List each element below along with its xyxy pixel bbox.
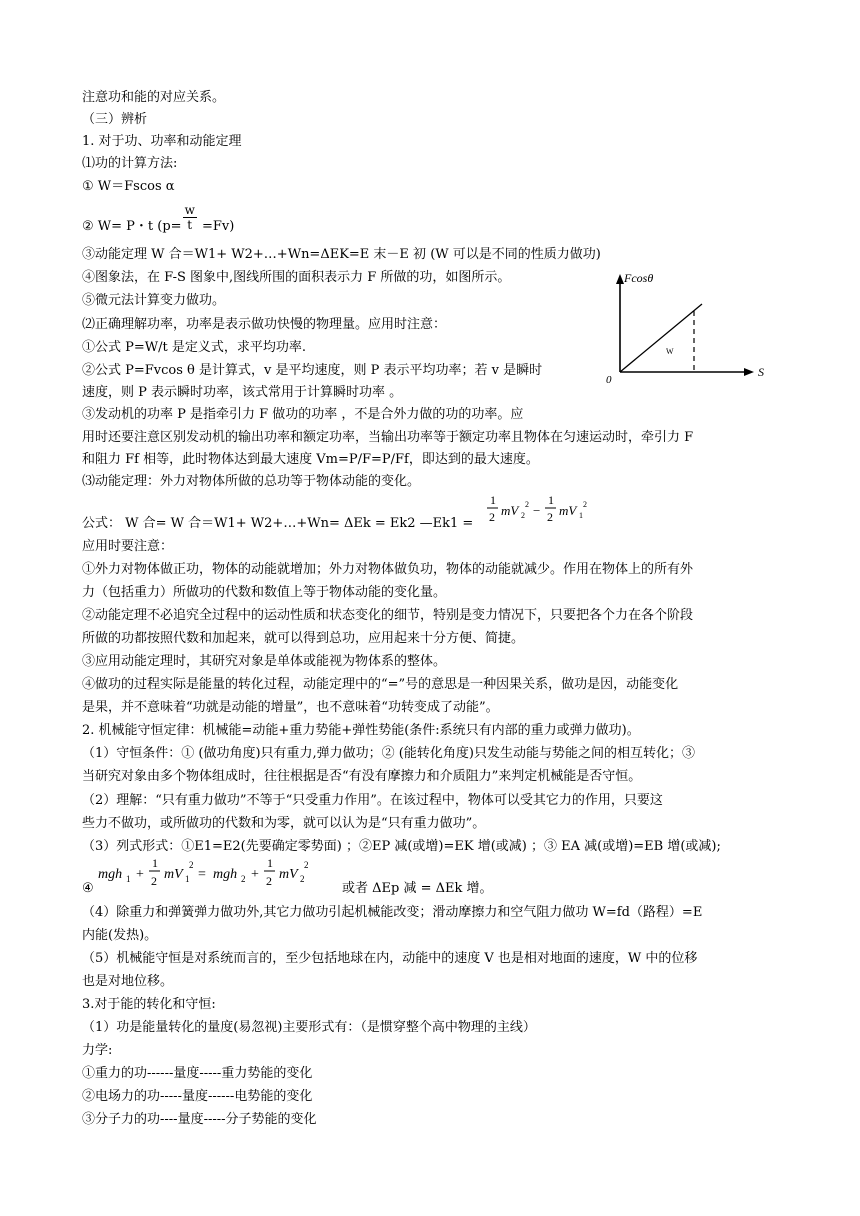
text-line: ①外力对物体做正功，物体的动能就增加；外力对物体做负功，物体的动能就减少。作用在物体上的所有外 bbox=[82, 562, 694, 577]
text-line: （1）功是能量转化的量度(易忽视)主要形式有：（是惯穿整个高中物理的主线） bbox=[82, 1020, 536, 1035]
text-line: （5）机械能守恒是对系统而言的，至少包括地球在内，动能中的速度 V 也是相对地面的速度，W 中的位移 bbox=[82, 951, 698, 966]
text-line: 力（包括重力）所做功的代数和数值上等于物体动能的变化量。 bbox=[82, 585, 447, 600]
svg-text:2: 2 bbox=[189, 860, 194, 870]
text-line: 所做的功都按照代数和加起来，就可以得到总功，应用起来十分方便、简捷。 bbox=[82, 631, 525, 646]
text-line: 或者 ΔEp 减 = ΔEk 增。 bbox=[342, 881, 493, 896]
svg-text:2: 2 bbox=[525, 500, 529, 509]
graph-line bbox=[620, 304, 702, 372]
svg-text:2: 2 bbox=[547, 510, 553, 524]
svg-text:2: 2 bbox=[583, 500, 587, 509]
text-line: 是果，并不意味着“功就是动能的增量”，也不意味着“功转变成了动能”。 bbox=[82, 700, 499, 715]
text-line: ⑴功的计算方法: bbox=[82, 156, 178, 171]
formula-text: 公式： W 合= W 合＝W1+ W2+…+Wn= ΔEk = Ek2 —Ek1 = bbox=[82, 516, 474, 531]
svg-text:1: 1 bbox=[267, 856, 273, 870]
formula-text: ② W= P・t (p= bbox=[82, 219, 182, 234]
kinetic-energy-formula bbox=[484, 490, 604, 534]
x-axis-arrow bbox=[744, 368, 754, 376]
text-line: （1）守恒条件：① (做功角度)只有重力,弹力做功；② (能转化角度)只发生动能与势能之间的相互转化；③ bbox=[82, 746, 695, 761]
text-line: 些力不做功，或所做功的代数和为零，就可以认为是“只有重力做功”。 bbox=[82, 816, 486, 831]
svg-text:2: 2 bbox=[151, 874, 157, 888]
area-label: W bbox=[666, 347, 674, 356]
svg-text:2: 2 bbox=[489, 510, 495, 524]
svg-text:1: 1 bbox=[152, 856, 158, 870]
subsection-heading: 2. 机械能守恒定律：机械能=动能+重力势能+弹性势能(条件:系统只有内部的重力或弹力做功)。 bbox=[82, 723, 640, 738]
text-line: 和阻力 Ff 相等，此时物体达到最大速度 Vm=P/F=P/Ff，即达到的最大速度。 bbox=[82, 452, 539, 467]
origin-label: 0 bbox=[606, 374, 612, 386]
text-line: ③发动机的功率 P 是指牵引力 F 做功的功率 ，不是合外力做的功的功率。应 bbox=[82, 407, 524, 422]
x-axis-label: S bbox=[758, 365, 764, 379]
svg-text:1: 1 bbox=[126, 874, 131, 884]
text-line: 应用时要注意： bbox=[82, 539, 174, 554]
svg-text:+: + bbox=[251, 867, 259, 882]
formula-text: =Fv) bbox=[197, 219, 235, 234]
list-item: ③分子力的功----量度-----分子势能的变化 bbox=[82, 1112, 317, 1127]
svg-text:+: + bbox=[136, 867, 144, 882]
formula-line: ① W＝Fscos α bbox=[82, 179, 175, 194]
text-line: （3）列式形式：①E1=E2(先要确定零势面) ；②EP 减(或增)=EK 增(或减) ；③ EA 减(或增)=EB 增(或减); bbox=[82, 839, 721, 854]
svg-text:1: 1 bbox=[548, 493, 554, 507]
text-line: 速度，则 P 表示瞬时功率，该式常用于计算瞬时功率 。 bbox=[82, 385, 403, 400]
y-axis-arrow bbox=[616, 274, 624, 284]
svg-text:2: 2 bbox=[304, 860, 309, 870]
text-line: ①公式 P=W/t 是定义式，求平均功率. bbox=[82, 340, 307, 355]
subsection-heading: 3.对于能的转化和守恒: bbox=[82, 997, 216, 1012]
equation-number: ④ bbox=[82, 881, 94, 896]
text-line: ④图象法，在 F-S 图象中,图线所围的面积表示力 F 所做的功，如图所示。 bbox=[82, 270, 511, 285]
text-line: ②动能定理不必追究全过程中的运动性质和状态变化的细节，特别是变力情况下，只要把各个力在各个阶段 bbox=[82, 608, 694, 623]
text-line: （2）理解：“只有重力做功”不等于“只受重力作用”。在该过程中，物体可以受其它力的作用，只要这 bbox=[82, 793, 663, 808]
section-heading: （三）辨析 bbox=[82, 112, 148, 127]
subsection-heading: 1. 对于功、功率和动能定理 bbox=[82, 134, 242, 149]
svg-text:mV: mV bbox=[164, 867, 183, 882]
svg-text:2: 2 bbox=[266, 874, 272, 888]
text-line: ⑤微元法计算变力做功。 bbox=[82, 293, 226, 308]
svg-text:2: 2 bbox=[241, 874, 246, 884]
fraction bbox=[183, 203, 197, 232]
text-line: ②公式 P=Fvcos θ 是计算式，v 是平均速度，则 P 表示平均功率；若 v 是瞬时 bbox=[82, 363, 543, 378]
y-axis-label: Fcosθ bbox=[624, 271, 654, 285]
text-line: 也是对地位移。 bbox=[82, 974, 174, 989]
formula-line bbox=[82, 203, 235, 241]
svg-text:1: 1 bbox=[185, 874, 190, 884]
energy-conservation-equation bbox=[96, 854, 336, 898]
text-line: ⑶动能定理：外力对物体所做的总功等于物体动能的变化。 bbox=[82, 474, 421, 489]
list-item: ②电场力的功-----量度------电势能的变化 bbox=[82, 1089, 313, 1104]
text-line: ③应用动能定理时，其研究对象是单体或能视为物体系的整体。 bbox=[82, 654, 447, 669]
svg-text:mV: mV bbox=[279, 867, 298, 882]
fraction-numerator: w bbox=[184, 203, 195, 217]
fraction-denominator: t bbox=[187, 218, 193, 232]
text-line: 当研究对象由多个物体组成时，往往根据是否“有没有摩擦力和介质阻力”来判定机械能是否守恒。 bbox=[82, 769, 642, 784]
svg-text:2: 2 bbox=[521, 511, 525, 520]
svg-text:−: − bbox=[533, 503, 541, 518]
list-item: ①重力的功------量度-----重力势能的变化 bbox=[82, 1066, 313, 1081]
text-line: ④做功的过程实际是能量的转化过程，动能定理中的“=”号的意思是一种因果关系，做功是因，动能变化 bbox=[82, 677, 679, 692]
force-displacement-figure bbox=[596, 262, 776, 386]
text-line: 力学: bbox=[82, 1043, 113, 1058]
svg-text:mgh: mgh bbox=[213, 867, 238, 882]
text-line: 用时还要注意区别发动机的输出功率和额定功率，当输出功率等于额定功率且物体在匀速运动时，牵引力 F bbox=[82, 430, 694, 445]
svg-text:2: 2 bbox=[300, 874, 305, 884]
svg-text:mV: mV bbox=[559, 503, 577, 518]
text-line: 注意功和能的对应关系。 bbox=[82, 90, 226, 105]
svg-text:mV: mV bbox=[501, 503, 519, 518]
text-line: ③动能定理 W 合＝W1+ W2+…+Wn=ΔEK=E 末－E 初 (W 可以是不同的性质力做功) bbox=[82, 247, 601, 262]
text-line: 内能(发热)。 bbox=[82, 928, 158, 943]
svg-text:mgh: mgh bbox=[98, 867, 123, 882]
text-line: （4）除重力和弹簧弹力做功外,其它力做功引起机械能改变；滑动摩擦力和空气阻力做功 W=fd（路程）=E bbox=[82, 905, 703, 920]
svg-text:1: 1 bbox=[579, 511, 583, 520]
text-line: ⑵正确理解功率，功率是表示做功快慢的物理量。应用时注意： bbox=[82, 317, 447, 332]
svg-text:=: = bbox=[198, 867, 206, 882]
svg-text:1: 1 bbox=[490, 493, 496, 507]
formula-line bbox=[82, 515, 473, 532]
